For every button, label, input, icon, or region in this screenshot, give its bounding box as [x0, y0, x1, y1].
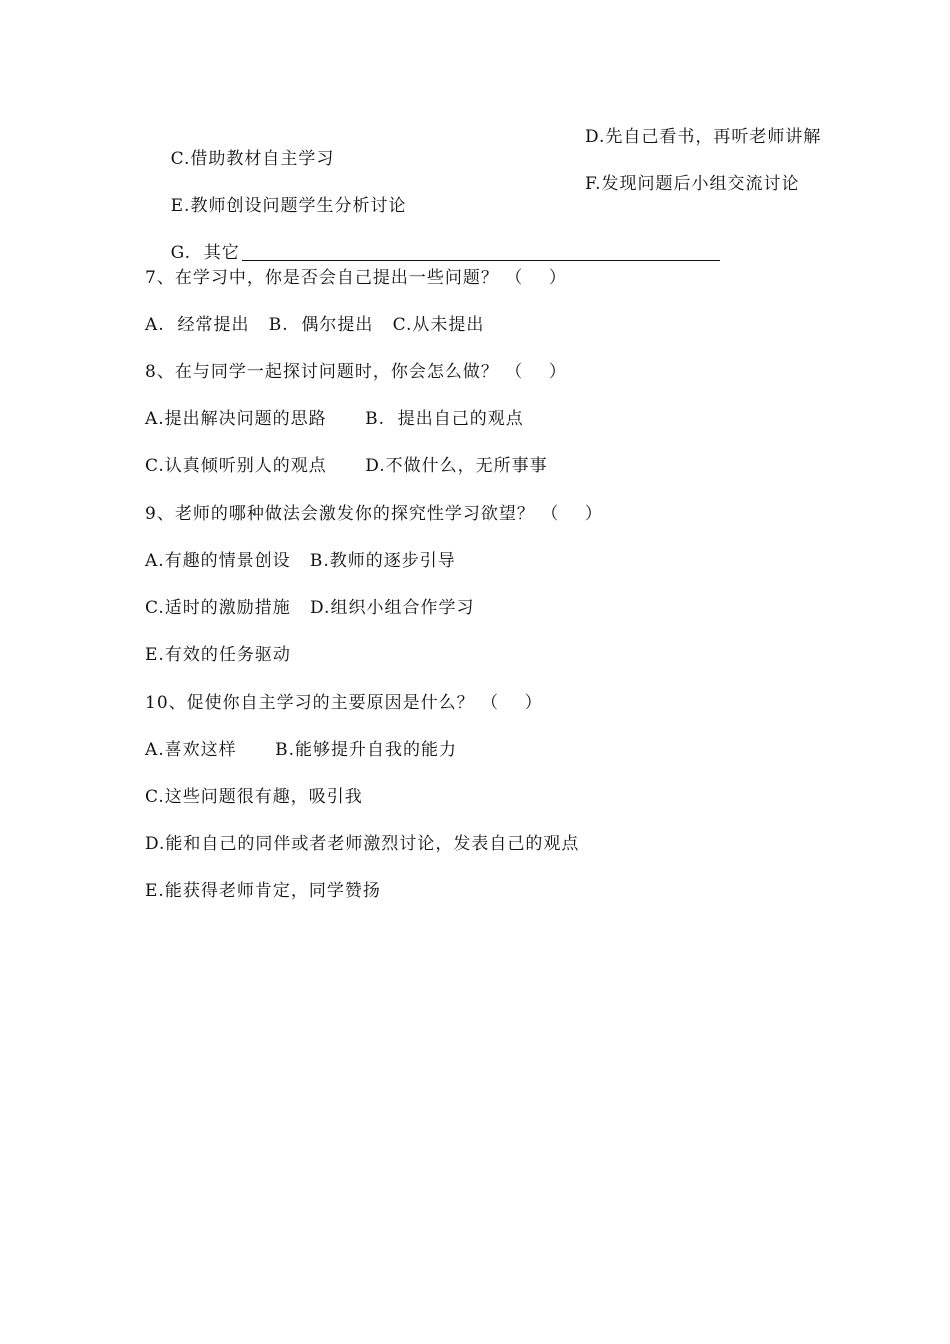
option-line: C.这些问题很有趣，吸引我 — [145, 787, 363, 807]
option-line: E.有效的任务驱动 — [145, 645, 291, 665]
blank-line[interactable] — [242, 260, 720, 261]
option-line: A. 经常提出 B. 偶尔提出 C.从未提出 — [145, 315, 485, 335]
option-line: A.喜欢这样 B.能够提升自我的能力 — [145, 740, 457, 760]
option-text: G. 其它 — [170, 243, 240, 263]
option-line: E.能获得老师肯定，同学赞扬 — [145, 881, 381, 901]
question-9: 9、老师的哪种做法会激发你的探究性学习欲望？ （ ） — [145, 504, 603, 524]
option-line: D.能和自己的同伴或者老师激烈讨论，发表自己的观点 — [145, 834, 580, 854]
question-10: 10、促使你自主学习的主要原因是什么？ （ ） — [145, 693, 543, 713]
option-text: F.发现问题后小组交流讨论 — [585, 174, 800, 194]
option-line: C.认真倾听别人的观点 D.不做什么，无所事事 — [145, 456, 548, 476]
option-text: C.借助教材自主学习 — [170, 149, 335, 169]
option-line: A.有趣的情景创设 B.教师的逐步引导 — [145, 551, 456, 571]
question-7: 7、在学习中，你是否会自己提出一些问题？ （ ） — [145, 268, 567, 288]
option-line: A.提出解决问题的思路 B. 提出自己的观点 — [145, 409, 524, 429]
option-text: E.教师创设问题学生分析讨论 — [170, 196, 407, 216]
option-line: C.适时的激励措施 D.组织小组合作学习 — [145, 598, 475, 618]
option-text: D.先自己看书，再听老师讲解 — [585, 127, 822, 147]
question-8: 8、在与同学一起探讨问题时，你会怎么做？ （ ） — [145, 362, 567, 382]
